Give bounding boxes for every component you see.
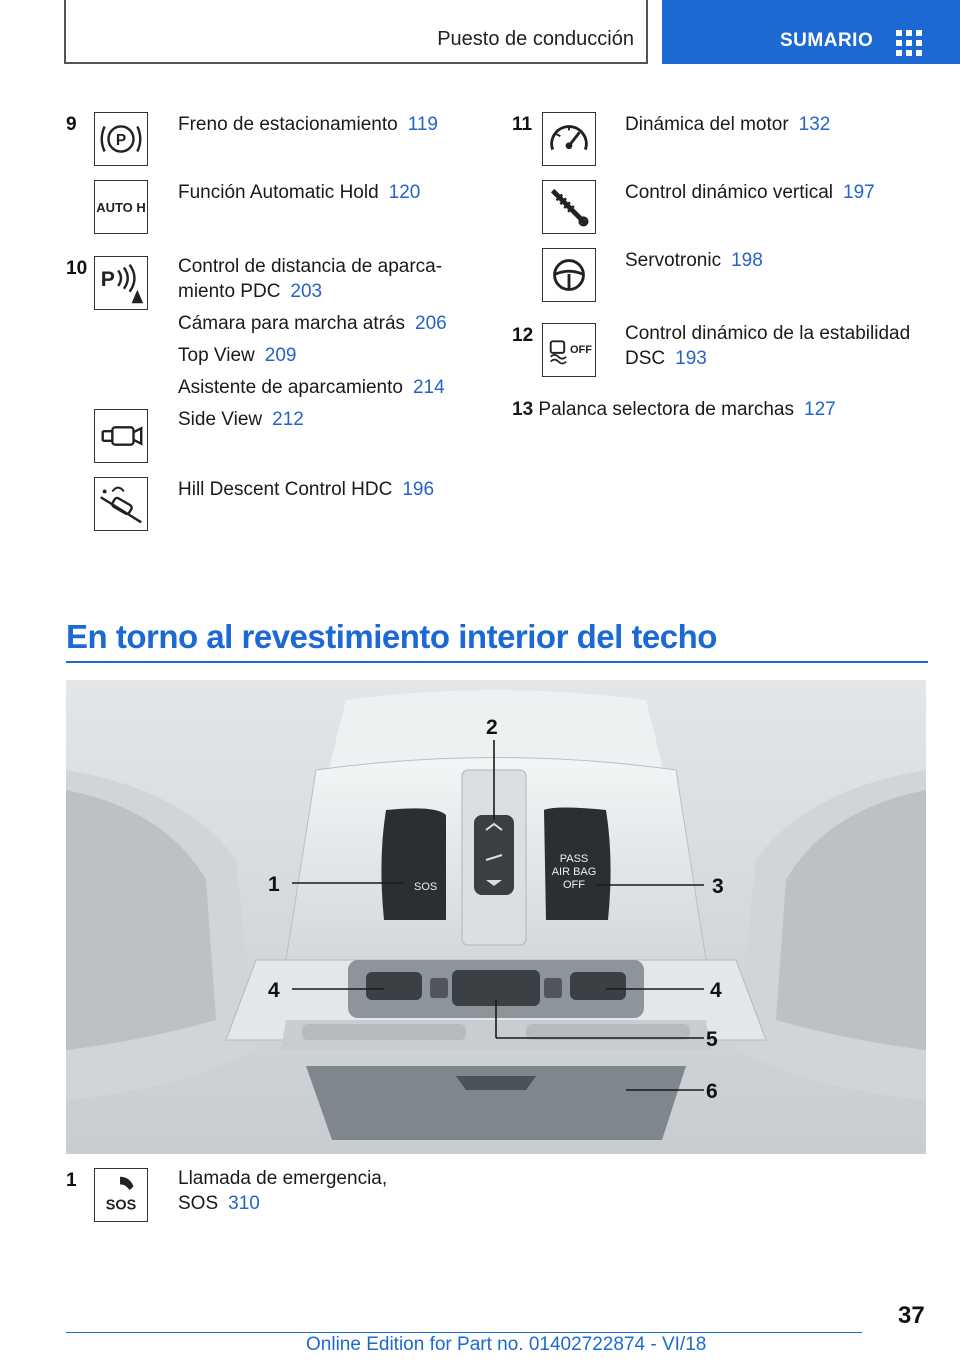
page-link[interactable]: 119 [407,114,438,135]
entry-vertical-dynamics: Control dinámico vertical 197 [625,182,875,203]
steering-wheel-icon [542,248,596,302]
sumario-label: SUMARIO [780,30,874,51]
page-link[interactable]: 120 [388,182,421,203]
svg-text:SOS: SOS [414,881,438,893]
entry-hill-descent: Hill Descent Control HDC 196 [178,479,435,500]
page-link[interactable]: 132 [798,114,831,135]
parking-brake-icon [94,112,148,166]
entry-top-view: Top View 209 [178,345,297,366]
callout-1: 1 [268,873,280,896]
page-link[interactable]: 198 [731,250,763,271]
svg-text:P: P [115,131,127,149]
entry-side-view: Side View 212 [178,409,304,430]
callout-4-right: 4 [710,979,722,1002]
entry-servotronic: Servotronic 198 [625,250,763,271]
svg-text:OFF: OFF [563,879,585,891]
auto-hold-icon: AUTO H [94,180,148,234]
callout-5: 5 [706,1028,718,1051]
page-link[interactable]: 212 [272,409,304,430]
item-number-12: 12 [512,325,534,346]
entry-emergency-call: Llamada de emergencia, SOS 310 [178,1168,388,1214]
page-link[interactable]: 196 [402,479,435,500]
shock-absorber-icon [542,180,596,234]
entry-engine-dynamics: Dinámica del motor 132 [625,114,831,135]
entry-rear-camera: Cámara para marcha atrás 206 [178,313,447,334]
footer-edition: Online Edition for Part no. 01402722874 - VI/18 [306,1334,707,1355]
svg-text:AIR BAG: AIR BAG [551,866,597,878]
page-link[interactable]: 197 [843,182,875,203]
header-section-title: Puesto de conducción [437,28,634,50]
page-link[interactable]: 127 [804,399,836,420]
sos-call-icon [94,1168,148,1222]
page-link[interactable]: 206 [415,313,447,334]
overhead-console-figure [66,680,926,1154]
entry-parking-assistant: Asistente de aparcamiento 214 [178,377,445,398]
callout-6: 6 [706,1080,718,1103]
engine-dynamics-icon [542,112,596,166]
item-number-9: 9 [66,114,77,135]
sumario-button[interactable] [662,0,960,64]
page-link[interactable]: 193 [675,348,707,369]
side-view-camera-icon [94,409,148,463]
header-section-box [64,0,648,64]
callout-4-left: 4 [268,979,280,1002]
svg-text:SOS: SOS [105,1197,137,1214]
svg-text:PASS: PASS [559,853,589,865]
grid-menu-icon [896,30,922,56]
page-link[interactable]: 209 [264,345,297,366]
callout-2: 2 [486,716,498,739]
page-link[interactable]: 203 [290,281,323,302]
entry-pdc: Control de distancia de aparca- miento PDC 203 [178,256,443,302]
item-number-1: 1 [66,1170,77,1191]
item-number-11: 11 [512,114,533,135]
svg-text:P: P [100,267,115,291]
dsc-off-icon: OFF [542,323,596,377]
entry-gear-selector: 13 Palanca selectora de marchas 127 [512,399,836,420]
entry-dsc: Control dinámico de la estabilidad DSC 193 [625,323,911,369]
page-number: 37 [898,1302,925,1329]
page-link[interactable]: 214 [412,377,445,398]
entry-parking-brake: Freno de estacionamiento 119 [178,114,438,135]
section-divider [66,661,928,663]
pdc-icon [94,256,148,310]
entry-auto-hold: Función Automatic Hold 120 [178,182,421,203]
footer-divider [66,1332,862,1333]
hill-descent-icon [94,477,148,531]
item-number-10: 10 [66,258,88,279]
page-link[interactable]: 310 [228,1193,260,1214]
callout-3: 3 [712,875,724,898]
section-title: En torno al revestimiento interior del techo [66,618,717,655]
